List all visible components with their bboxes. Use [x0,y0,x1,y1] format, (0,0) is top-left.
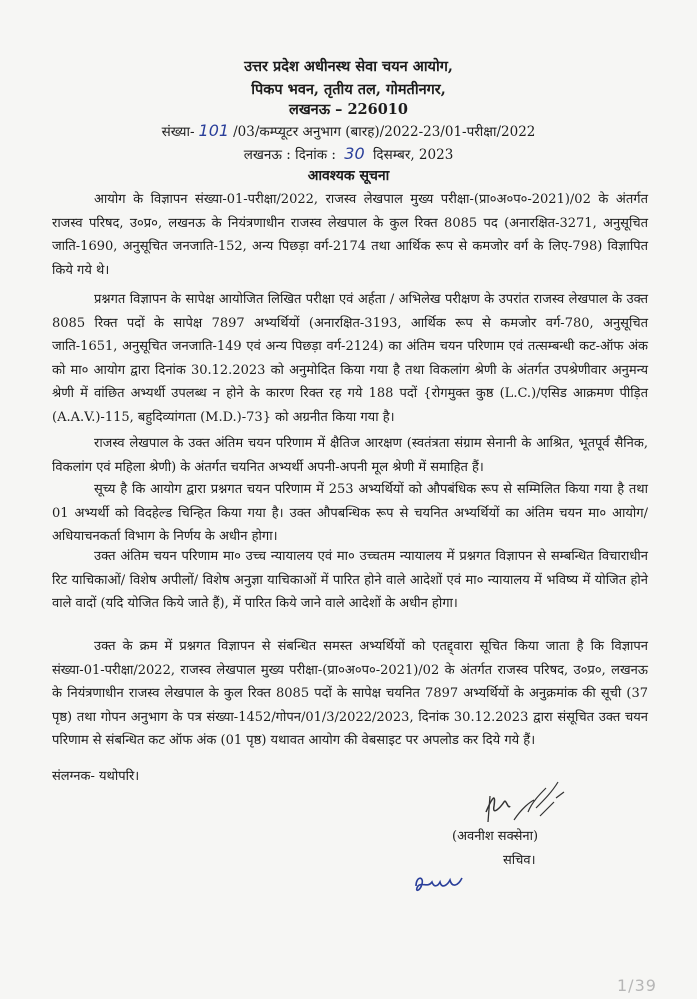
enclosure-note: संलग्नक- यथोपरि। [52,769,140,784]
reference-number-handwritten: 101 [198,121,230,140]
paragraph-5 [52,545,648,616]
date-line [0,143,697,166]
page-indicator: 1/39 [617,976,657,995]
signatory-designation: सचिव। [503,853,536,868]
date-day-handwritten: 30 [344,144,365,163]
date-suffix: दिसम्बर, 2023 [372,147,454,163]
org-name: उत्तर प्रदेश अधीनस्थ सेवा चयन आयोग, [244,58,453,75]
date-prefix: लखनऊ : दिनांक : [243,147,336,163]
paragraph-3 [52,432,648,479]
paragraph-4 [52,478,648,549]
paragraph-2 [52,288,648,429]
reference-prefix: संख्या- [161,124,195,140]
paragraph-text: राजस्व लेखपाल के उक्त अंतिम चयन परिणाम में क्षैतिज आरक्षण (स्वतंत्रता संग्राम सेनानी के आश्रित, भूतपूर्व सैनिक, विकलांग एवं महिला श्रेणी) के अंतर्गत चयनित अभ्यर्थी अपनी-अपनी मूल श्रेणी में समाहित हैं। [52,436,648,475]
paragraph-text: आयोग के विज्ञापन संख्या-01-परीक्षा/2022, राजस्व लेखपाल मुख्य परीक्षा-(प्रा०अ०प०-2021)/02 के अंतर्गत राजस्व परिषद, उ०प्र०, लखनऊ के नियंत्रणाधीन राजस्व लेखपाल के कुल रिक्त 8085 पद (अनारक्षित-3271, अनुसूचित जाति-1690, अनुसूचित जनजाति-152, अन्य पिछड़ा वर्ग-2174 तथा आर्थिक रूप से कमजोर वर्ग के लिए-798) विज्ञापित किये गये थे। [52,192,648,278]
reference-line [0,120,697,143]
paragraph-text: उक्त के क्रम में प्रश्नगत विज्ञापन से संबन्धित समस्त अभ्यर्थियों को एतद्द्वारा सूचित किया जाता है कि विज्ञापन संख्या-01-परीक्षा/2022, राजस्व लेखपाल मुख्य परीक्षा-(प्रा०अ०प०-2021)/02 के अंतर्गत राजस्व परिषद, उ०प्र०, लखनऊ के नियंत्रणाधीन राजस्व लेखपाल के कुल रिक्त 8085 पदों के सापेक्ष चयनित 7897 अभ्यर्थियों के अनुक्रमांक की सूची (37 पृष्ठ) तथा गोपन अनुभाग के पत्र संख्या-1452/गोपन/01/3/2022/2023, दिनांक 30.12.2023 द्वारा संसूचित उक्त चयन परिणाम से संबन्धित कट ऑफ अंक (01 पृष्ठ) यथावत आयोग की वेबसाइट पर अपलोड कर दिये गये हैं। [52,639,648,748]
paragraph-text: सूच्य है कि आयोग द्वारा प्रश्नगत चयन परिणाम में 253 अभ्यर्थियों को औपबंधिक रूप से सम्मिलित किया गया है तथा 01 अभ्यर्थी को विदहेल्ड चिन्हित किया गया है। उक्त औपबन्धिक रूप से चयनित अभ्यर्थियों का अंतिम चयन मा० आयोग/ अधियाचनकर्ता विभाग के निर्णय के अधीन होगा। [52,482,648,544]
signatory-name: (अवनीश सक्सेना) [452,829,539,844]
org-city-pin: लखनऊ – 226010 [288,101,408,118]
notice-title: आवश्यक सूचना [307,168,390,184]
paragraph-text: उक्त अंतिम चयन परिणाम मा० उच्च न्यायालय एवं मा० उच्चतम न्यायालय में प्रश्नगत विज्ञापन से सम्बन्धित विचाराधीन रिट याचिकाओं/ विशेष अपीलों/ विशेष अनुज्ञा याचिकाओं में पारित होने वाले आदेशों एवं मा० न्यायालय में भविष्य में योजित होने वाले वादों (यदि योजित किये जाते हैं), में पारित किये जाने वाले आदेशों के अधीन होगा। [52,549,648,611]
paragraph-text: प्रश्नगत विज्ञापन के सापेक्ष आयोजित लिखित परीक्षा एवं अर्हता / अभिलेख परीक्षण के उपरांत राजस्व लेखपाल के उक्त 8085 रिक्त पदों के सापेक्ष 7897 अभ्यर्थियों (अनारक्षित-3193, आर्थिक रूप से कमजोर वर्ग-780, अनुसूचित जाति-1651, अनुसूचित जनजाति-149 एवं अन्य पिछड़ा वर्ग-2124) का अंतिम चयन परिणाम एवं तत्सम्बन्धी कट-ऑफ अंक को मा० आयोग द्वारा दिनांक 30.12.2023 को अनुमोदित किया गया है तथा विकलांग श्रेणी के अंतर्गत उपश्रेणीवार अनुमन्य श्रेणी में वांछित अभ्यर्थी उपलब्ध न होने के कारण रिक्त रह गये 188 पदों {रोगमुक्त कुष्ठ (L.C.)/एसिड आक्रमण पीड़ित (A.A.V.)-115, बहुदिव्यांगता (M.D.)-73} को अग्रनीत किया गया है। [52,292,648,425]
paragraph-1 [52,188,648,282]
paragraph-6 [52,635,648,753]
org-address: पिकप भवन, तृतीय तल, गोमतीनगर, [251,81,446,98]
handwritten-signature [470,772,580,834]
handwritten-initial [410,868,470,898]
reference-suffix: /03/कम्प्यूटर अनुभाग (बारह)/2022-23/01-परीक्षा/2022 [233,124,536,140]
